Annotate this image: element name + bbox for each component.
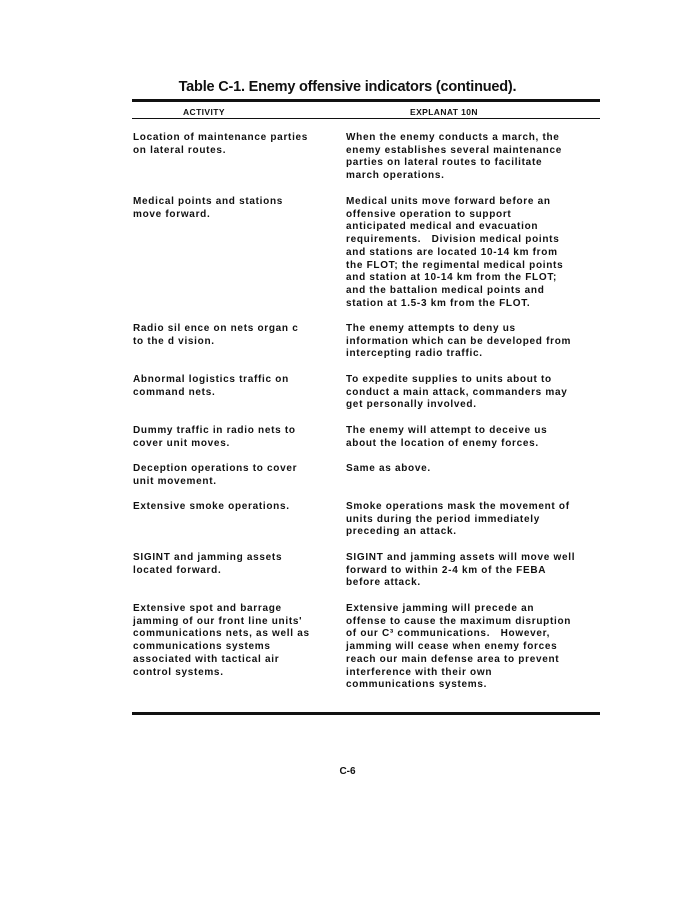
activity-cell: Medical points and stations move forward.: [133, 196, 284, 220]
explanation-cell: The enemy will attempt to deceive us about the location of enemy forces.: [346, 425, 548, 449]
activity-cell: SIGINT and jamming assets located forward.: [133, 552, 283, 576]
explanation-cell: To expedite supplies to units about to conduct a main attack, commanders may get personally involved.: [346, 374, 568, 411]
activity-cell: Abnormal logistics traffic on command nets.: [133, 374, 289, 398]
explanation-cell: The enemy attempts to deny us information which can be developed from intercepting radio traffic.: [346, 323, 572, 360]
header-divider-rule: [132, 118, 600, 119]
explanation-cell: Extensive jamming will precede an offense to cause the maximum disruption of our C³ communications. However, jamming will cease when enemy forces reach our main defense area to prevent interference with their own communications systems.: [346, 603, 572, 691]
explanation-cell: Smoke operations mask the movement of units during the period immediately preceding an attack.: [346, 501, 570, 538]
explanation-cell: When the enemy conducts a march, the enemy establishes several maintenance parties on lateral routes to facilitate march operations.: [346, 132, 563, 182]
page-number: C-6: [339, 766, 356, 777]
table-bottom-rule: [132, 712, 600, 715]
activity-cell: Deception operations to cover unit movement.: [133, 463, 298, 487]
explanation-cell: Medical units move forward before an offensive operation to support anticipated medical and evacuation requirements. Division medical points and stations are located 10-14 km from the FLOT; the regimental medical points and station at 10-14 km from the FLOT; and the battalion medical points and station at 1.5-3 km from the FLOT.: [346, 196, 564, 309]
table-title: Table C-1. Enemy offensive indicators (continued).: [178, 79, 517, 95]
activity-cell: Location of maintenance parties on lateral routes.: [133, 132, 309, 156]
activity-cell: Extensive spot and barrage jamming of our front line units' communications nets, as well as communications systems associated with tactical air control systems.: [133, 603, 310, 678]
column-header-explanation: EXPLANAT 10N: [410, 107, 478, 117]
explanation-cell: Same as above.: [346, 463, 431, 474]
explanation-cell: SIGINT and jamming assets will move well forward to within 2-4 km of the FEBA before attack.: [346, 552, 576, 589]
column-header-activity: ACTIVITY: [183, 107, 225, 117]
activity-cell: Dummy traffic in radio nets to cover unit moves.: [133, 425, 296, 449]
activity-cell: Extensive smoke operations.: [133, 501, 290, 512]
table-top-rule: [132, 99, 600, 102]
activity-cell: Radio sil ence on nets organ c to the d vision.: [133, 323, 299, 347]
